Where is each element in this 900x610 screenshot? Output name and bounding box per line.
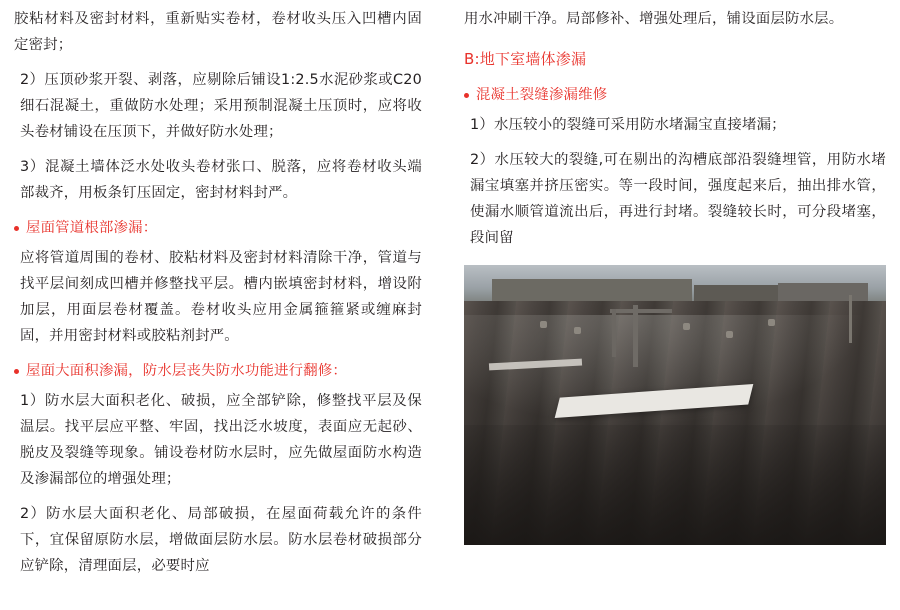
rooftop-waterproofing-photo (464, 265, 886, 545)
photo-roof-vent (574, 327, 581, 334)
bullet-label: 屋面管道根部渗漏： (26, 220, 158, 236)
photo-roof-vent (683, 323, 690, 330)
bullet-dot-icon (14, 369, 19, 374)
paragraph: 胶粘材料及密封材料，重新贴实卷材，卷材收头压入凹槽内固定密封； (14, 11, 422, 53)
photo-roof-vent (768, 319, 775, 326)
bullet-dot-icon (14, 226, 19, 231)
photo-pipe-arm (610, 309, 672, 313)
bullet-label: 屋面大面积渗漏，防水层丧失防水功能进行翻修： (26, 363, 347, 379)
paragraph: 1）水压较小的裂缝可采用防水堵漏宝直接堵漏； (470, 117, 786, 133)
section-heading: B:地下室墙体渗漏 (464, 50, 587, 68)
photo-roof-vent (540, 321, 547, 328)
paragraph: 应将管道周围的卷材、胶粘材料及密封材料清除干净，管道与找平层间刻成凹槽并修整找平层。槽内嵌填密封材料，增设附加层，用面层卷材覆盖。卷材收头应用金属箍箍紧或缠麻封固，并用密封材料或胶粘剂封严。 (20, 250, 422, 344)
photo-foreground-shadow (464, 425, 886, 545)
paragraph: 用水冲刷干净。局部修补、增强处理后，铺设面层防水层。 (464, 11, 844, 27)
bullet-heading (464, 82, 886, 108)
left-column (14, 6, 450, 610)
bullet-heading (14, 358, 422, 384)
paragraph: 2）压顶砂浆开裂、剥落，应剔除后铺设1:2.5水泥砂浆或C20细石混凝土，重做防水处理；采用预制混凝土压顶时，应将收头卷材铺设在压顶下，并做好防水处理； (20, 72, 422, 140)
bullet-label: 混凝土裂缝渗漏维修 (476, 87, 608, 103)
bullet-heading (14, 215, 422, 241)
photo-pipe (612, 309, 616, 357)
photo-roof-highlight (464, 315, 886, 435)
photo-roof-vent (726, 331, 733, 338)
paragraph: 1）防水层大面积老化、破损，应全部铲除，修整找平层及保温层。找平层应平整、牢固，找出泛水坡度，表面应无起砂、脱皮及裂缝等现象。铺设卷材防水层时，应先做屋面防水构造及渗漏部位的增强处理； (20, 393, 422, 487)
photo-pipe (633, 305, 638, 367)
paragraph: 2）水压较大的裂缝,可在剔出的沟槽底部沿裂缝埋管，用防水堵漏宝填塞并挤压密实。等一段时间，强度起来后，抽出排水管，使漏水顺管道流出后，再进行封堵。裂缝较长时，可分段堵塞，段间留 (470, 152, 886, 246)
paragraph: 2）防水层大面积老化、局部破损，在屋面荷载允许的条件下，宜保留原防水层，增做面层防水层。防水层卷材破损部分应铲除，清理面层，必要时应 (20, 506, 422, 574)
bullet-dot-icon (464, 93, 469, 98)
photo-mast (849, 295, 852, 343)
paragraph: 3）混凝土墙体泛水处收头卷材张口、脱落，应将卷材收头端部裁齐，用板条钉压固定，密封材料封严。 (20, 159, 422, 201)
right-column (450, 6, 886, 610)
